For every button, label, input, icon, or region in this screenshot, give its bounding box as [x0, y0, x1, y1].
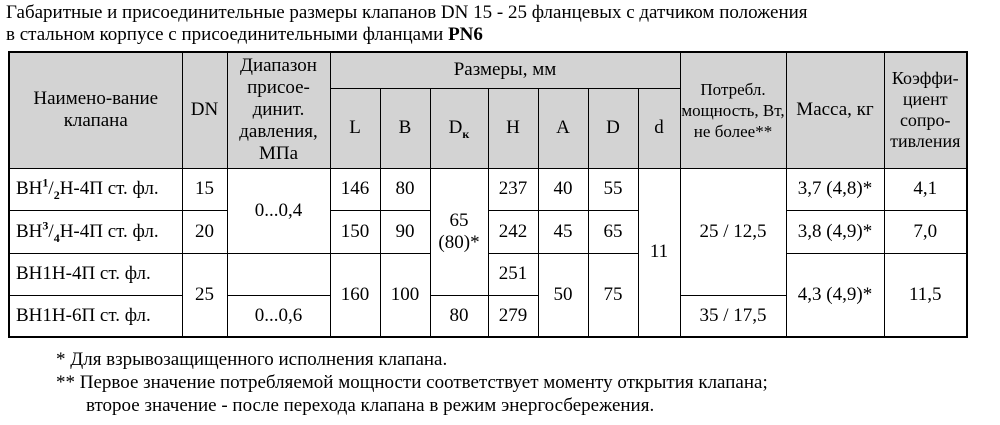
- cell-A: 50: [538, 253, 588, 337]
- cell-mass: 4,3 (4,9)*: [786, 253, 884, 337]
- header-sizes: Размеры, мм: [330, 52, 680, 88]
- document-title: [6, 2, 996, 46]
- cell-H: 242: [488, 210, 538, 253]
- cell-power: 35 / 17,5: [680, 295, 786, 337]
- table-row: [9, 168, 967, 210]
- header-A: A: [538, 88, 588, 168]
- valve-dimensions-table: [8, 51, 968, 338]
- cell-mass: 3,7 (4,8)*: [786, 168, 884, 210]
- row-name: $ВН^1/_2Н-4П$ ст. фл.: [9, 168, 182, 210]
- header-L: L: [330, 88, 380, 168]
- cell-H: 251: [488, 253, 538, 295]
- title-pn6: PN6: [448, 24, 483, 45]
- cell-pressure: 0...0,6: [227, 295, 330, 337]
- header-D: D: [588, 88, 638, 168]
- cell-power: 25 / 12,5: [680, 168, 786, 295]
- cell-d: 11: [638, 168, 680, 337]
- header-coef: Коэффи-циент сопро-тивления: [884, 52, 967, 168]
- header-mass: Масса, кг: [786, 52, 884, 168]
- header-row-1: [9, 52, 967, 88]
- cell-B: 100: [380, 253, 430, 337]
- cell-D: 65: [588, 210, 638, 253]
- footnote-2-continued: второе значение - после перехода клапана в режим энергосбережения.: [86, 395, 655, 416]
- table-row: [9, 210, 967, 253]
- cell-dn: 25: [182, 253, 227, 337]
- cell-D: 55: [588, 168, 638, 210]
- header-B: B: [380, 88, 430, 168]
- footnotes: [56, 348, 768, 417]
- cell-pressure: 0...0,4: [227, 168, 330, 253]
- cell-coef: 7,0: [884, 210, 967, 253]
- row-name: ВН1Н-6П ст. фл.: [9, 295, 182, 337]
- cell-D: 75: [588, 253, 638, 337]
- cell-pressure-empty: [227, 253, 330, 295]
- cell-dn: 15: [182, 168, 227, 210]
- cell-H: 237: [488, 168, 538, 210]
- header-Dk: $D_к$: [430, 88, 488, 168]
- cell-Dk: 65 (80)*: [430, 168, 488, 295]
- cell-mass: 3,8 (4,9)*: [786, 210, 884, 253]
- title-line-2: в стальном корпусе с присоединительными фланцами PN6: [6, 24, 483, 45]
- footnote-1: * Для взрывозащищенного исполнения клапана.: [56, 349, 448, 370]
- cell-coef: 4,1: [884, 168, 967, 210]
- cell-L: 160: [330, 253, 380, 337]
- header-d: d: [638, 88, 680, 168]
- cell-A: 40: [538, 168, 588, 210]
- cell-Dk: 80: [430, 295, 488, 337]
- header-pressure: Диапазон присое-динит. давления, МПа: [227, 52, 330, 168]
- footnote-2: ** Первое значение потребляемой мощности соответствует моменту открытия клапана;: [56, 372, 768, 393]
- cell-L: 146: [330, 168, 380, 210]
- cell-B: 80: [380, 168, 430, 210]
- header-H: H: [488, 88, 538, 168]
- cell-H: 279: [488, 295, 538, 337]
- header-name: Наимено-вание клапана: [9, 52, 182, 168]
- cell-L: 150: [330, 210, 380, 253]
- header-power: Потребл. мощность, Вт, не более**: [680, 52, 786, 168]
- table-row: [9, 253, 967, 295]
- cell-B: 90: [380, 210, 430, 253]
- cell-A: 45: [538, 210, 588, 253]
- row-name: $ВН^3/_4Н-4П$ ст. фл.: [9, 210, 182, 253]
- title-line-1: Габаритные и присоединительные размеры клапанов DN 15 - 25 фланцевых с датчиком положения: [6, 2, 808, 23]
- cell-coef: 11,5: [884, 253, 967, 337]
- header-dn: DN: [182, 52, 227, 168]
- row-name: ВН1Н-4П ст. фл.: [9, 253, 182, 295]
- cell-dn: 20: [182, 210, 227, 253]
